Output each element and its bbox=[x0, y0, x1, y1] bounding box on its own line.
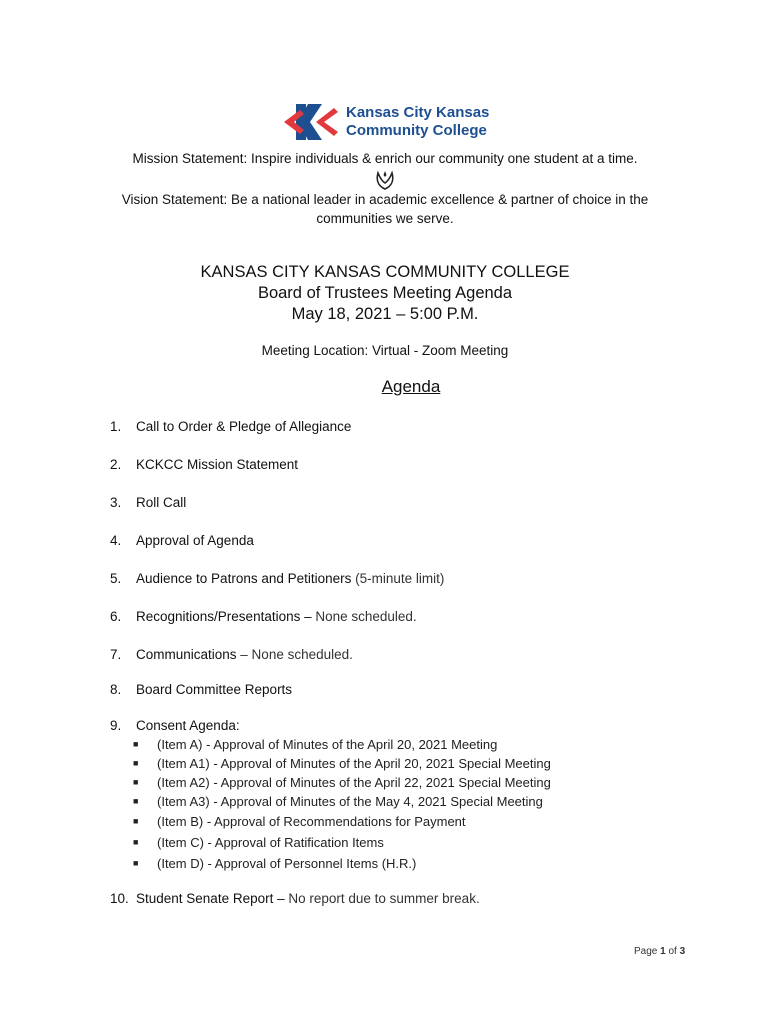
consent-item-text: (Item A1) - Approval of Minutes of the April 20, 2021 Special Meeting bbox=[157, 756, 551, 771]
agenda-item bbox=[110, 419, 351, 434]
page-footer bbox=[634, 946, 685, 957]
bullet-icon: ■ bbox=[133, 837, 139, 847]
agenda-item bbox=[110, 682, 292, 697]
of-word: of bbox=[668, 946, 677, 957]
logo-line-1: Kansas City Kansas bbox=[346, 104, 490, 121]
laurel-crest-icon bbox=[374, 169, 396, 191]
consent-item-text: (Item D) - Approval of Personnel Items (H.R.) bbox=[157, 856, 417, 871]
consent-item-text: (Item A2) - Approval of Minutes of the April 22, 2021 Special Meeting bbox=[157, 775, 551, 790]
agenda-item bbox=[110, 457, 298, 472]
item-label: Call to Order & Pledge of Allegiance bbox=[136, 419, 352, 434]
vision-statement: Vision Statement: Be a national leader in academic excellence & partner of choice in the communities we serve. bbox=[121, 192, 649, 226]
item-number: 7. bbox=[110, 647, 122, 662]
item-number: 9. bbox=[110, 718, 122, 733]
consent-item bbox=[133, 794, 543, 809]
item-label: Board Committee Reports bbox=[136, 682, 293, 697]
item-desc: No report due to summer break. bbox=[284, 891, 480, 906]
consent-item bbox=[133, 737, 497, 752]
agenda-item bbox=[110, 647, 353, 662]
consent-item-text: (Item C) - Approval of Ratification Items bbox=[157, 835, 384, 850]
meeting-title: Board of Trustees Meeting Agenda bbox=[257, 284, 513, 302]
item-label: Recognitions/Presentations – bbox=[136, 609, 312, 624]
agenda-item bbox=[110, 718, 240, 733]
item-label: KCKCC Mission Statement bbox=[136, 457, 299, 472]
kck-logo-icon bbox=[280, 100, 342, 144]
item-desc: None scheduled. bbox=[311, 609, 417, 624]
item-number: 1. bbox=[110, 419, 122, 434]
bullet-icon: ■ bbox=[133, 758, 139, 768]
bullet-icon: ■ bbox=[133, 739, 139, 749]
bullet-icon: ■ bbox=[133, 816, 139, 826]
item-label: Consent Agenda: bbox=[136, 718, 240, 733]
page-total: 3 bbox=[679, 946, 686, 957]
consent-item-text: (Item A3) - Approval of Minutes of the May 4, 2021 Special Meeting bbox=[157, 794, 543, 809]
consent-item bbox=[133, 835, 384, 850]
bullet-icon: ■ bbox=[133, 796, 139, 806]
item-number: 8. bbox=[110, 682, 122, 697]
item-desc: – None scheduled. bbox=[236, 647, 353, 662]
item-number: 10. bbox=[110, 891, 129, 906]
item-label: Roll Call bbox=[136, 495, 187, 510]
college-logo bbox=[280, 100, 500, 144]
bullet-icon: ■ bbox=[133, 858, 139, 868]
item-label: Approval of Agenda bbox=[136, 533, 254, 548]
agenda-item bbox=[110, 571, 444, 586]
college-name: KANSAS CITY KANSAS COMMUNITY COLLEGE bbox=[200, 263, 570, 281]
item-number: 4. bbox=[110, 533, 122, 548]
agenda-item bbox=[110, 891, 480, 906]
meeting-location: Meeting Location: Virtual - Zoom Meeting bbox=[261, 343, 509, 358]
item-number: 2. bbox=[110, 457, 122, 472]
consent-item bbox=[133, 814, 466, 829]
bullet-icon: ■ bbox=[133, 777, 139, 787]
page-number: 1 bbox=[660, 946, 666, 957]
item-number: 5. bbox=[110, 571, 122, 586]
item-desc: (5-minute limit) bbox=[351, 571, 445, 586]
agenda-item bbox=[110, 495, 186, 510]
agenda-title: Agenda bbox=[381, 377, 441, 396]
consent-item-text: (Item A) - Approval of Minutes of the April 20, 2021 Meeting bbox=[157, 737, 498, 752]
consent-item-text: (Item B) - Approval of Recommendations for Payment bbox=[157, 814, 466, 829]
agenda-header bbox=[0, 262, 770, 325]
meeting-date: May 18, 2021 – 5:00 P.M. bbox=[291, 305, 479, 323]
consent-item bbox=[133, 756, 551, 771]
item-label: Audience to Patrons and Petitioners bbox=[136, 571, 352, 586]
item-label: Communications bbox=[136, 647, 237, 662]
consent-item bbox=[133, 856, 416, 871]
mission-statement: Mission Statement: Inspire individuals & enrich our community one student at a time. bbox=[132, 151, 638, 166]
consent-item bbox=[133, 775, 551, 790]
agenda-item bbox=[110, 533, 254, 548]
item-number: 3. bbox=[110, 495, 122, 510]
item-label: Student Senate Report – bbox=[136, 891, 285, 906]
page-word: Page bbox=[634, 946, 658, 957]
item-number: 6. bbox=[110, 609, 122, 624]
agenda-item bbox=[110, 609, 417, 624]
logo-line-2: Community College bbox=[346, 122, 487, 139]
